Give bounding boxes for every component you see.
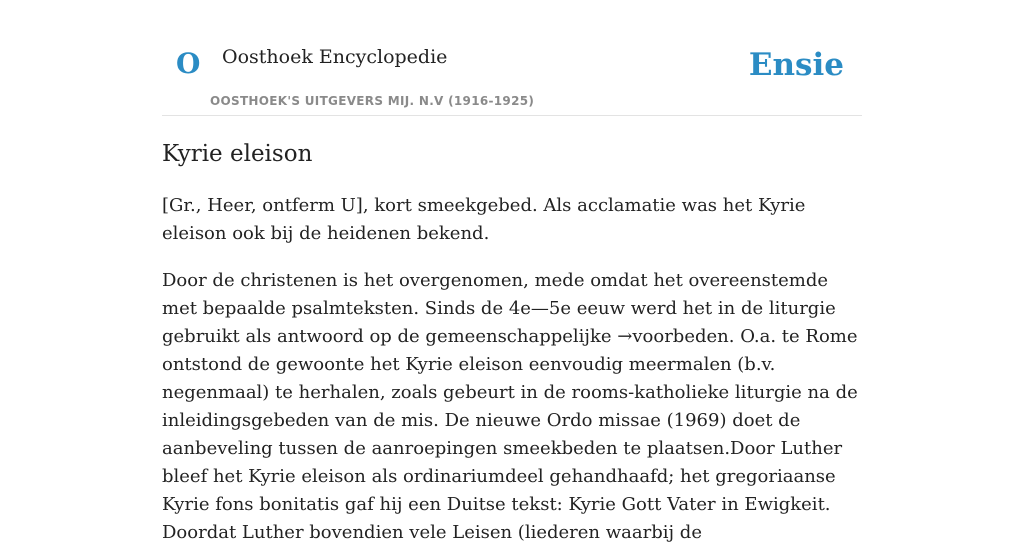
site-header [162,0,862,116]
book-title-link[interactable]: Oosthoek Encyclopedie [222,46,448,68]
page [162,0,862,543]
article-paragraph: Door de christenen is het overgenomen, mede omdat het overeenstemde met bepaalde psalmteksten. Sinds de 4e—5e eeuw werd het in de liturgie gebruikt als antwoord op de gemeenschappelijke →voorbeden. O.a. te Rome ontstond de gewoonte het Kyrie eleison eenvoudig meermalen (b.v. negenmaal) te herhalen, zoals gebeurt in de rooms-katholieke liturgie na de inleidingsgebeden van de mis. De nieuwe Ordo missae (1969) doet de aanbeveling tussen de aanroepingen smeekbeden te plaatsen.Door Luther bleef het Kyrie eleison als ordinariumdeel gehandhaafd; het gregoriaanse Kyrie fons bonitatis gaf hij een Duitse tekst: Kyrie Gott Vater in Ewigkeit. Doordat Luther bovendien vele Leisen (liederen waarbij de [162,269,858,543]
article-paragraph: [Gr., Heer, ontferm U], kort smeekgebed. Als acclamatie was het Kyrie eleison ook bij de heidenen bekend. [162,194,806,244]
article [162,141,862,547]
publisher-label: OOSTHOEK'S UITGEVERS MIJ. N.V (1916-1925) [210,94,535,108]
article-title: Kyrie eleison [162,141,313,167]
book-logo-icon[interactable]: O [176,47,201,80]
ensie-logo-link[interactable]: Ensie [748,47,844,83]
